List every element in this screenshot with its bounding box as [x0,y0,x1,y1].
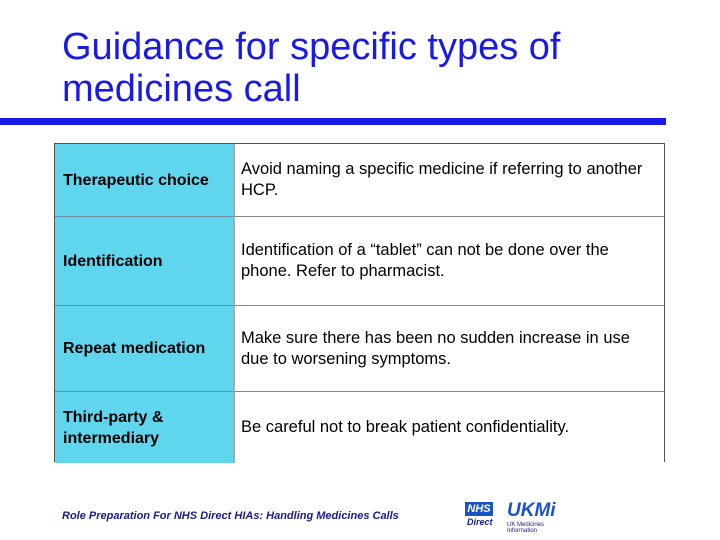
table-row-topic: Third-party & intermediary [55,392,235,463]
ukmi-logo [507,500,567,534]
table-row-topic: Repeat medication [55,306,235,392]
table-row-topic: Therapeutic choice [55,144,235,217]
guidance-table [54,143,665,462]
ukmi-logo-sub: UK Medicines Information [507,522,545,534]
table-row-guidance: Avoid naming a specific medicine if referring to another HCP. [235,144,664,217]
table-row-guidance: Identification of a “tablet” can not be done over the phone. Refer to pharmacist. [235,217,664,306]
ukmi-logo-mark: UKMi [507,500,556,521]
slide-title: Guidance for specific types of medicines call [62,26,561,110]
table-row-guidance: Be careful not to break patient confidentiality. [235,392,664,463]
table-row-topic: Identification [55,217,235,306]
title-divider [0,118,666,125]
nhs-direct-logo [465,502,497,532]
table-row-guidance: Make sure there has been no sudden increase in use due to worsening symptoms. [235,306,664,392]
nhs-logo-sub: Direct [467,517,493,527]
footer-text: Role Preparation For NHS Direct HIAs: Handling Medicines Calls [62,510,399,522]
nhs-logo-mark: NHS [465,502,493,516]
